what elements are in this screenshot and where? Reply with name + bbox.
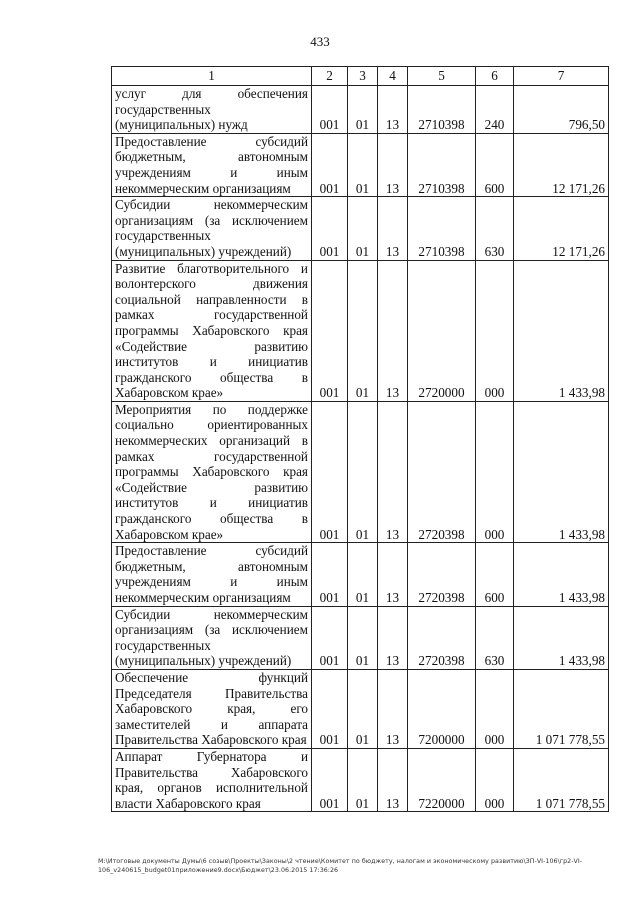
target-code-cell: 2710398 [408, 197, 476, 260]
section-code-cell: 01 [348, 86, 378, 134]
ministry-code-cell: 001 [312, 260, 348, 401]
amount-cell: 1 433,98 [514, 543, 609, 606]
column-header: 4 [378, 67, 408, 86]
row-name-cell: Субсидии некоммерческим организациям (за исключением государственных (муниципальных) учреждений) [112, 197, 312, 260]
row-name-cell: Обеспечение функций Председателя Правительства Хабаровского края, его заместителей и аппарата Правительства Хабаровского края [112, 669, 312, 748]
row-name-cell: Развитие благотворительного и волонтерского движения социальной направленности в рамках государственной программы Хабаровского края «Содействие развитию институтов и инициатив гражданского общества в Хабаровском крае» [112, 260, 312, 401]
subsection-code-cell: 13 [378, 748, 408, 811]
document-file-path-footer: M:\Итоговые документы Думы\6 созыв\Проекты\Законы\2 чтение\Комитет по бюджету, налогам и экономическому развитию\ЗП-VI-106\гр2-VI-106_v240615_budget01приложение9.docx\Бюджет\23.06.2015 17:36:26 [98, 858, 583, 874]
ministry-code-cell: 001 [312, 748, 348, 811]
amount-cell: 12 171,26 [514, 133, 609, 196]
target-code-cell: 7220000 [408, 748, 476, 811]
amount-cell: 12 171,26 [514, 197, 609, 260]
section-code-cell: 01 [348, 401, 378, 542]
table-row [112, 669, 609, 748]
subsection-code-cell: 13 [378, 543, 408, 606]
subsection-code-cell: 13 [378, 133, 408, 196]
amount-cell: 1 433,98 [514, 401, 609, 542]
row-name-cell: Аппарат Губернатора и Правительства Хабаровского края, органов исполнительной власти Хабаровского края [112, 748, 312, 811]
table-row [112, 133, 609, 196]
section-code-cell: 01 [348, 748, 378, 811]
column-header: 7 [514, 67, 609, 86]
target-code-cell: 2720398 [408, 401, 476, 542]
section-code-cell: 01 [348, 260, 378, 401]
row-name-cell: Мероприятия по поддержке социально ориентированных некоммерческих организаций в рамках государственной программы Хабаровского края «Содействие развитию институтов и инициатив гражданского общества в Хабаровском крае» [112, 401, 312, 542]
amount-cell: 796,50 [514, 86, 609, 134]
target-code-cell: 2710398 [408, 133, 476, 196]
column-header: 3 [348, 67, 378, 86]
budget-table [111, 66, 609, 812]
table-row [112, 86, 609, 134]
amount-cell: 1 433,98 [514, 260, 609, 401]
subsection-code-cell: 13 [378, 401, 408, 542]
subsection-code-cell: 13 [378, 606, 408, 669]
expense-type-cell: 000 [476, 669, 514, 748]
ministry-code-cell: 001 [312, 606, 348, 669]
table-row [112, 197, 609, 260]
column-header: 1 [112, 67, 312, 86]
expense-type-cell: 630 [476, 606, 514, 669]
expense-type-cell: 000 [476, 260, 514, 401]
section-code-cell: 01 [348, 543, 378, 606]
ministry-code-cell: 001 [312, 86, 348, 134]
ministry-code-cell: 001 [312, 401, 348, 542]
ministry-code-cell: 001 [312, 543, 348, 606]
target-code-cell: 2710398 [408, 86, 476, 134]
expense-type-cell: 000 [476, 401, 514, 542]
section-code-cell: 01 [348, 133, 378, 196]
amount-cell: 1 071 778,55 [514, 748, 609, 811]
table-row [112, 543, 609, 606]
row-name-cell: Субсидии некоммерческим организациям (за исключением государственных (муниципальных) учреждений) [112, 606, 312, 669]
column-header: 6 [476, 67, 514, 86]
subsection-code-cell: 13 [378, 260, 408, 401]
table-row [112, 606, 609, 669]
target-code-cell: 7200000 [408, 669, 476, 748]
amount-cell: 1 433,98 [514, 606, 609, 669]
expense-type-cell: 600 [476, 543, 514, 606]
ministry-code-cell: 001 [312, 133, 348, 196]
section-code-cell: 01 [348, 197, 378, 260]
expense-type-cell: 600 [476, 133, 514, 196]
subsection-code-cell: 13 [378, 197, 408, 260]
target-code-cell: 2720000 [408, 260, 476, 401]
column-header: 5 [408, 67, 476, 86]
expense-type-cell: 240 [476, 86, 514, 134]
ministry-code-cell: 001 [312, 197, 348, 260]
table-header-row [112, 67, 609, 86]
column-header: 2 [312, 67, 348, 86]
target-code-cell: 2720398 [408, 543, 476, 606]
table-row [112, 401, 609, 542]
expense-type-cell: 000 [476, 748, 514, 811]
target-code-cell: 2720398 [408, 606, 476, 669]
subsection-code-cell: 13 [378, 669, 408, 748]
page-number: 433 [310, 34, 330, 49]
expense-type-cell: 630 [476, 197, 514, 260]
ministry-code-cell: 001 [312, 669, 348, 748]
table-row [112, 748, 609, 811]
row-name-cell: Предоставление субсидий бюджетным, автономным учреждениям и иным некоммерческим организациям [112, 543, 312, 606]
subsection-code-cell: 13 [378, 86, 408, 134]
row-name-cell: услуг для обеспечения государственных (муниципальных) нужд [112, 86, 312, 134]
section-code-cell: 01 [348, 669, 378, 748]
row-name-cell: Предоставление субсидий бюджетным, автономным учреждениям и иным некоммерческим организациям [112, 133, 312, 196]
section-code-cell: 01 [348, 606, 378, 669]
table-row [112, 260, 609, 401]
amount-cell: 1 071 778,55 [514, 669, 609, 748]
